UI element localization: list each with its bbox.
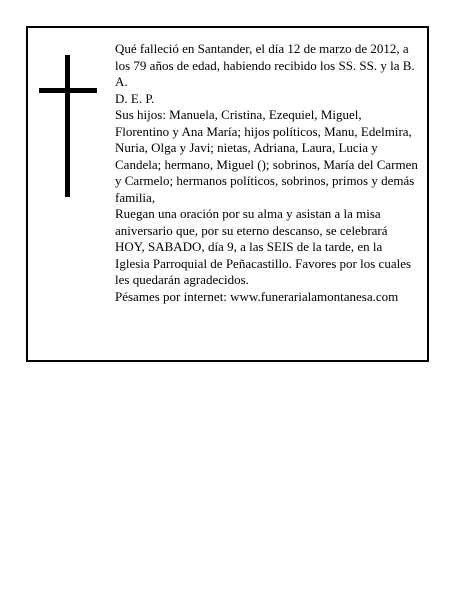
cross-vertical-bar	[65, 55, 70, 197]
cross-icon	[39, 55, 97, 197]
death-announcement: Qué falleció en Santander, el día 12 de marzo de 2012, a los 79 años de edad, habiendo recibido los SS. SS. y la B. A.	[115, 41, 415, 89]
mass-invitation: Ruegan una oración por su alma y asistan a la misa aniversario que, por su eterno descanso, se celebrará HOY, SABADO, día 9, a las SEIS de la tarde, en la Iglesia Parroquial de Peñacastillo. Favores por los cuales les quedarán agradecidos.	[115, 206, 412, 287]
cross-horizontal-bar	[39, 88, 97, 93]
rip-line: D. E. P.	[115, 90, 155, 106]
notice-text	[115, 41, 419, 305]
family-list: Sus hijos: Manuela, Cristina, Ezequiel, Miguel, Florentino y Ana María; hijos políticos, Manu, Edelmira, Nuria, Olga y Javi; nietas, Adriana, Laura, Lucia y Candela; hermano, Miguel (); sobrinos, María del Carmen y Carmelo; hermanos políticos, sobrinos, primos y demás familia,	[115, 107, 418, 205]
obituary-notice	[26, 26, 429, 362]
condolences-web: Pésames por internet: www.funerarialamontanesa.com	[115, 288, 399, 304]
